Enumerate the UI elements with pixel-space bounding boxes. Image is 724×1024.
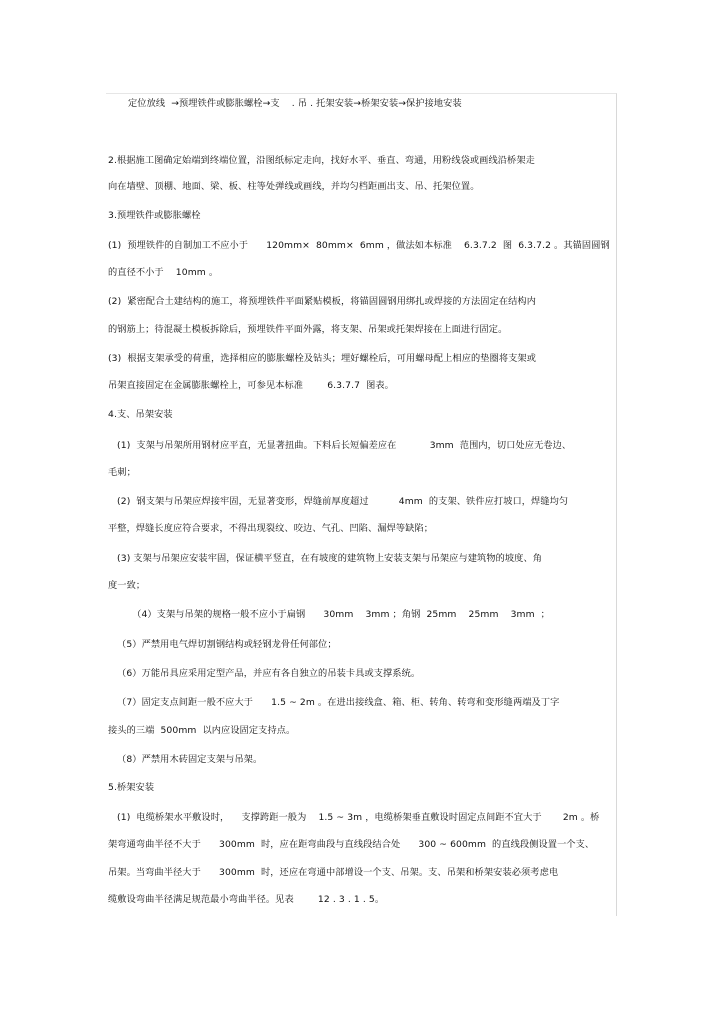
doc-line-3-1a: (1) 预埋铁件的自制加工不应小于 120mm× 80mm× 6mm ，做法如本标准 6.3.7.2 图 6.3.7.2 。其锚固圆钢 — [108, 240, 610, 251]
doc-line-2a: 2.根据施工图确定始端到终端位置，沿图纸标定走向，找好水平、垂直、弯通，用粉线袋或画线沿桥架走 — [108, 155, 535, 166]
doc-line-3-3a: (3) 根据支架承受的荷重，选择相应的膨胀螺栓及钻头；埋好螺栓后，可用螺母配上相应的垫圈将支架或 — [108, 353, 537, 364]
doc-line-5-1c: 吊架。当弯曲半径大于 300mm 时，还应在弯通中部增设一个支、吊架。支、吊架和桥架安装必须考虑电 — [108, 867, 559, 878]
doc-line-4-4: （4）支架与吊架的规格一般不应小于扁钢 30mm 3mm ；角钢 25mm 25mm 3mm ； — [108, 609, 550, 620]
doc-line-5-1b: 架弯通弯曲半径不大于 300mm 时，应在距弯曲段与直线段结合处 300 ~ 600mm 的直线段侧设置一个支、 — [108, 839, 595, 850]
doc-line-5-1d: 缆敷设弯曲半径满足规范最小弯曲半径。见表 12 . 3 . 1 . 5。 — [108, 894, 385, 905]
doc-line-4-2a: (2) 钢支架与吊架应焊接牢固，无显著变形，焊缝前厚度超过 4mm 的支架、铁件应打坡口，焊缝均匀 — [108, 496, 569, 507]
doc-line-3-2a: (2) 紧密配合土建结构的施工，将预埋铁件平面紧贴模板，将锚固圆钢用绑扎或焊接的方法固定在结构内 — [108, 296, 537, 307]
doc-line-4-3a: (3) 支架与吊架应安装牢固，保证横平竖直，在有坡度的建筑物上安装支架与吊架应与建筑物的坡度、角 — [108, 553, 543, 564]
doc-line-2b: 向在墙壁、顶棚、地面、梁、板、柱等处弹线或画线，并均匀档距画出支、吊、托架位置。 — [108, 181, 480, 192]
doc-line-process-flow: 定位放线 →预埋铁件或膨胀螺栓→支 . 吊 . 托架安装→桥架安装→保护接地安装 — [128, 98, 462, 109]
doc-line-4-2b: 平整，焊缝长度应符合要求，不得出现裂纹、咬边、气孔、凹陷、漏焊等缺陷； — [108, 523, 434, 534]
doc-line-4-5: （5）严禁用电气焊切割钢结构或轻钢龙骨任何部位； — [108, 639, 337, 650]
doc-line-3-3b: 吊架直接固定在金属膨胀螺栓上，可参见本标准 6.3.7.7 图表。 — [108, 380, 394, 391]
section-heading-5: 5.桥架安装 — [108, 782, 155, 793]
section-heading-4: 4.支、吊架安装 — [108, 409, 173, 420]
doc-line-4-7b: 接头的三端 500mm 以内应设固定支持点。 — [108, 725, 296, 736]
doc-line-5-1a: (1) 电缆桥架水平敷设时， 支撑跨距一般为 1.5 ~ 3m ，电缆桥架垂直敷设时固定点间距不宜大于 2m 。桥 — [108, 812, 600, 823]
doc-line-4-6: （6）万能吊具应采用定型产品，并应有各自独立的吊装卡具或支撑系统。 — [108, 668, 421, 679]
doc-line-4-3b: 度一致； — [108, 580, 146, 591]
doc-line-3-1b: 的直径不小于 10mm 。 — [108, 267, 219, 278]
doc-line-4-1b: 毛刺； — [108, 467, 136, 478]
doc-line-4-1a: (1) 支架与吊架所用钢材应平直，无显著扭曲。下料后长短偏差应在 3mm 范围内，切口处应无卷边、 — [108, 440, 572, 451]
doc-line-4-8: （8）严禁用木砖固定支架与吊架。 — [108, 754, 263, 765]
section-heading-3: 3.预埋铁件或膨胀螺栓 — [108, 210, 201, 221]
doc-line-3-2b: 的钢筋上；待混凝土模板拆除后，预埋铁件平面外露，将支架、吊架或托架焊接在上面进行固定。 — [108, 324, 508, 335]
doc-line-4-7a: （7）固定支点间距一般不应大于 1.5 ~ 2m 。在进出接线盒、箱、柜、转角、转弯和变形缝两端及丁字 — [108, 697, 560, 708]
